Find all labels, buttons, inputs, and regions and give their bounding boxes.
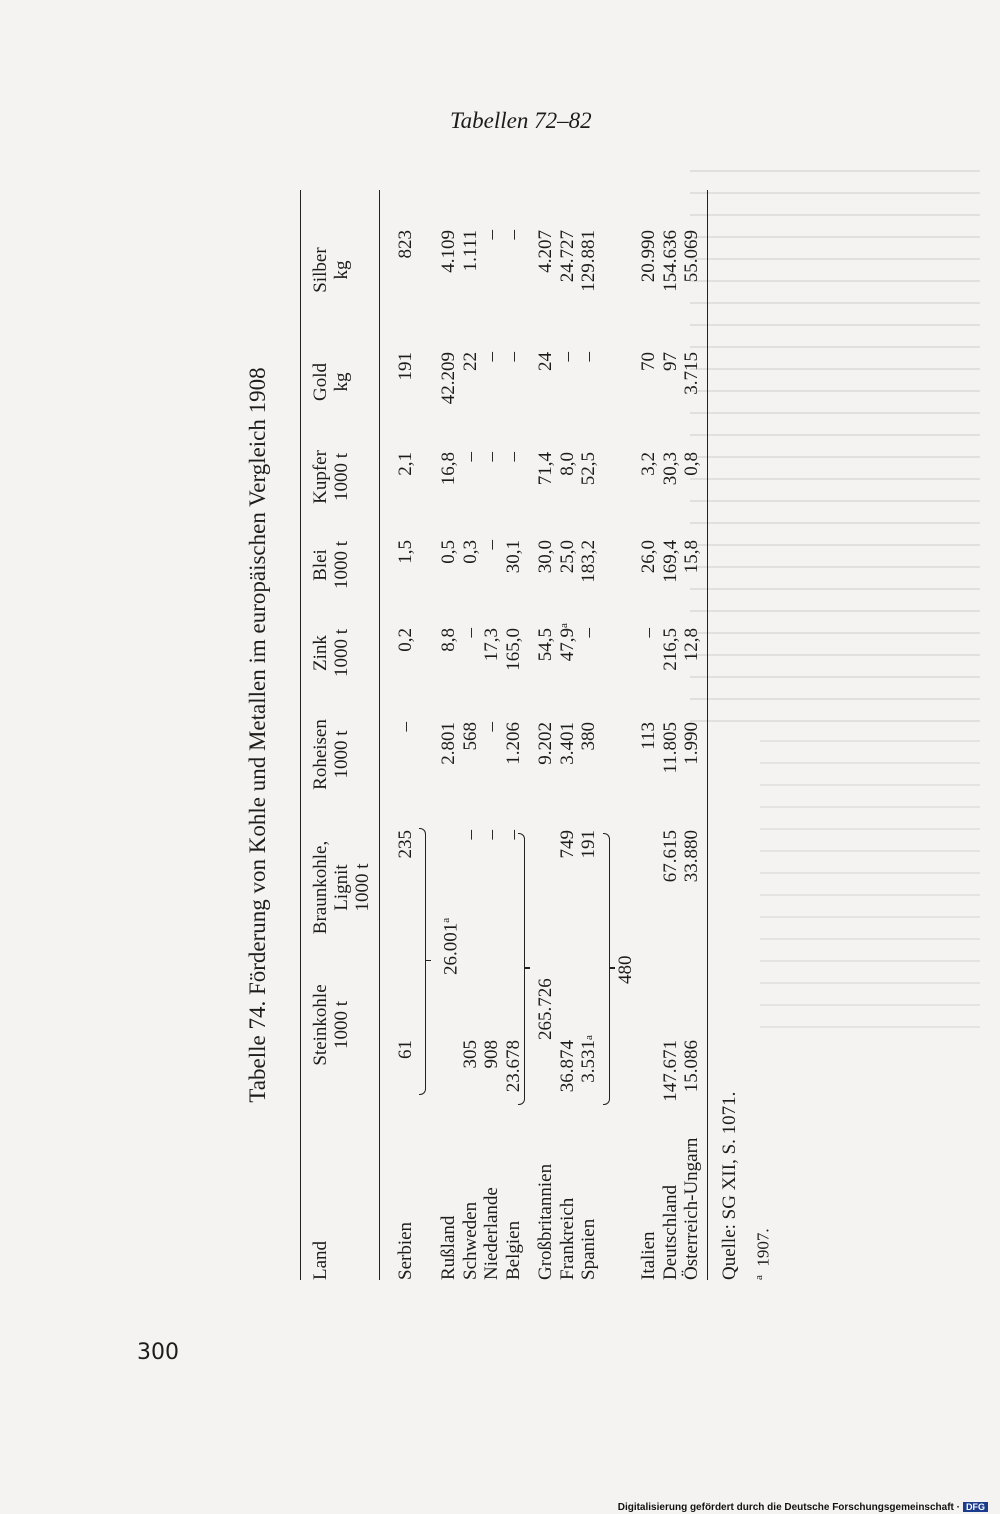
cell-silber: 20.990 154.636 55.069 (638, 230, 702, 292)
cell-silber: 4.109 1.111 – – (438, 230, 524, 273)
cell-kupfer: 16,8 – – – (438, 452, 524, 486)
combined-brace (419, 828, 426, 1095)
footnote-ref: a (583, 1035, 595, 1040)
col-header-silber: Silber kg (310, 247, 352, 293)
cell-steinkohle: 147.671 15.086 (659, 1040, 702, 1102)
col-header-roheisen: Roheisen 1000 t (310, 719, 352, 790)
footnote-ref: a (440, 917, 452, 923)
dfg-logo: DFG (963, 1502, 988, 1512)
group-brace (518, 833, 525, 1105)
col-header-braunkohle: Braunkohle, Lignit 1000 t (310, 840, 373, 935)
col-header-gold: Gold kg (310, 363, 352, 401)
cell-steinkohle-top: 265.726 (535, 978, 556, 1040)
header-rule (379, 190, 380, 1280)
row-land-group-4: Italien Deutschland Österreich-Ungarn (638, 1137, 702, 1280)
cell-kupfer: 2,1 (395, 452, 416, 476)
table-source: Quelle: SG XII, S. 1071. (719, 1091, 740, 1280)
col-header-kupfer: Kupfer 1000 t (310, 450, 352, 504)
cell-zink: 0,2 (395, 628, 416, 652)
cell-braunkohle: 749 191 (556, 830, 599, 859)
cell-gold: 191 (395, 352, 416, 381)
cell-zink: 54,5 47,9 – (535, 628, 599, 662)
cell-roheisen: – (395, 722, 416, 732)
top-rule (300, 190, 301, 1280)
cell-gold: 42.209 22 – – (438, 352, 524, 405)
cell-kupfer: 3,2 30,3 0,8 (638, 452, 702, 486)
row-land-serbien: Serbien (395, 1221, 416, 1280)
cell-roheisen: 2.801 568 – 1.206 (438, 722, 524, 765)
cell-blei: 0,5 0,3 – 30,1 (438, 540, 524, 574)
cell-gold: 70 97 3.715 (638, 352, 702, 395)
cell-zink: 8,8 – 17,3 165,0 (438, 628, 524, 671)
cell-steinkohle: 305 908 23.678 (459, 1040, 524, 1093)
cell-combined-braunkohle: 480 (615, 955, 636, 984)
footer-credit: Digitalisierung gefördert durch die Deutsche Forschungsgemeinschaft · DFG (618, 1502, 988, 1513)
running-header: Tabellen 72–82 (450, 108, 592, 133)
cell-blei: 30,0 25,0 183,2 (535, 540, 599, 583)
cell-braunkohle: 67.615 33.880 (659, 830, 702, 883)
col-header-blei: Blei 1000 t (310, 540, 352, 590)
table-footnote: $^a$ 1907. (753, 1228, 773, 1280)
cell-combined-steinkohle-braunkohle (435, 918, 462, 975)
cell-steinkohle: 61 (395, 1040, 416, 1059)
cell-blei: 1,5 (395, 540, 416, 564)
combined-value: 26.001 (440, 922, 462, 975)
rotated-table (245, 190, 805, 1280)
row-land-group-3: Großbritannien Frankreich Spanien (535, 1163, 599, 1280)
cell-braunkohle: – – – (459, 830, 524, 840)
bottom-rule (707, 190, 708, 1280)
col-header-zink: Zink 1000 t (310, 628, 352, 678)
cell-zink: – 216,5 12,8 (638, 628, 702, 671)
cell-blei: 26,0 169,4 15,8 (638, 540, 702, 583)
row-land-group-2: Rußland Schweden Niederlande Belgien (438, 1187, 524, 1280)
cell-steinkohle: 36.874 3.531 (556, 1040, 599, 1093)
cell-roheisen: 113 11.805 1.990 (638, 722, 702, 774)
footnote-ref: a (558, 623, 570, 628)
cell-kupfer: 71,4 8,0 52,5 (535, 452, 599, 486)
group-brace (603, 833, 610, 1105)
cell-roheisen: 9.202 3.401 380 (535, 722, 599, 765)
col-header-land: Land (310, 1240, 331, 1280)
page-number: 300 (137, 1340, 179, 1365)
table-caption: Tabelle 74. Förderung von Kohle und Metallen im europäischen Vergleich 1908 (245, 367, 270, 1103)
cell-silber: 4.207 24.727 129.881 (535, 230, 599, 292)
cell-gold: 24 – – (535, 352, 599, 371)
cell-silber: 823 (395, 230, 416, 259)
col-header-steinkohle: Steinkohle 1000 t (310, 984, 352, 1066)
cell-braunkohle: 235 (395, 830, 416, 859)
